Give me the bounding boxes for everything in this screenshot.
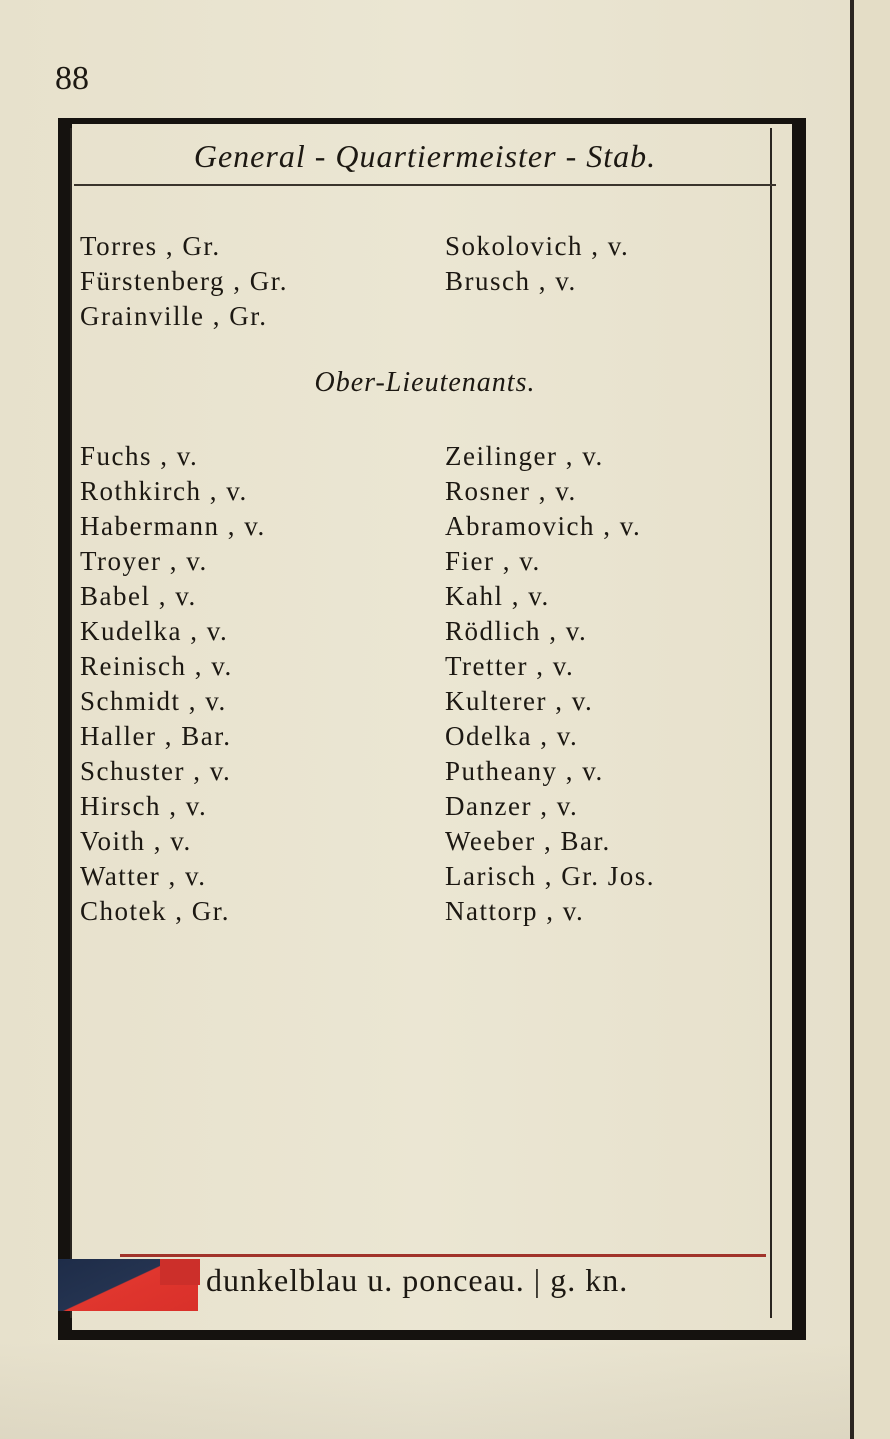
- adjacent-page-edge: [850, 0, 890, 1439]
- title-divider: [74, 184, 776, 186]
- section-heading: Ober-Lieutenants.: [314, 367, 536, 398]
- name-entry: Putheany , v.: [445, 756, 604, 786]
- name-entry: Kudelka , v.: [80, 616, 229, 646]
- name-entry: Schuster , v.: [80, 756, 232, 786]
- name-entry: Voith , v.: [80, 826, 192, 856]
- name-entry: Fuchs , v.: [80, 441, 199, 471]
- name-entry: Habermann , v.: [80, 511, 266, 541]
- roster-title: General - Quartiermeister - Stab.: [193, 138, 657, 174]
- page-number: 88: [55, 60, 89, 97]
- name-entry: Fier , v.: [445, 546, 541, 576]
- name-entry: Schmidt , v.: [80, 686, 227, 716]
- name-entry: Babel , v.: [80, 581, 197, 611]
- name-entry: Zeilinger , v.: [445, 441, 604, 471]
- name-entry: Larisch , Gr. Jos.: [445, 861, 655, 891]
- name-entry: Reinisch , v.: [80, 651, 233, 681]
- name-entry: Nattorp , v.: [445, 896, 585, 926]
- name-entry: Rödlich , v.: [445, 616, 588, 646]
- uniform-color-swatch-notch: [160, 1259, 200, 1285]
- name-entry: Kahl , v.: [445, 581, 550, 611]
- footer-divider: [120, 1254, 766, 1257]
- name-entry: Grainville , Gr.: [80, 301, 268, 331]
- name-entry: Fürstenberg , Gr.: [80, 266, 288, 296]
- name-entry: Hirsch , v.: [80, 791, 208, 821]
- name-entry: Brusch , v.: [445, 266, 577, 296]
- page-shadow: [0, 1340, 850, 1439]
- uniform-description: dunkelblau u. ponceau. | g. kn.: [206, 1262, 629, 1298]
- name-entry: Weeber , Bar.: [445, 826, 611, 856]
- name-entry: Chotek , Gr.: [80, 896, 230, 926]
- name-entry: Troyer , v.: [80, 546, 208, 576]
- name-entry: Haller , Bar.: [80, 721, 232, 751]
- name-entry: Abramovich , v.: [445, 511, 642, 541]
- name-entry: Kulterer , v.: [445, 686, 594, 716]
- name-entry: Watter , v.: [80, 861, 207, 891]
- name-entry: Tretter , v.: [445, 651, 575, 681]
- name-entry: Torres , Gr.: [80, 231, 221, 261]
- name-entry: Sokolovich , v.: [445, 231, 630, 261]
- name-entry: Danzer , v.: [445, 791, 579, 821]
- name-entry: Odelka , v.: [445, 721, 579, 751]
- name-entry: Rothkirch , v.: [80, 476, 248, 506]
- name-entry: Rosner , v.: [445, 476, 577, 506]
